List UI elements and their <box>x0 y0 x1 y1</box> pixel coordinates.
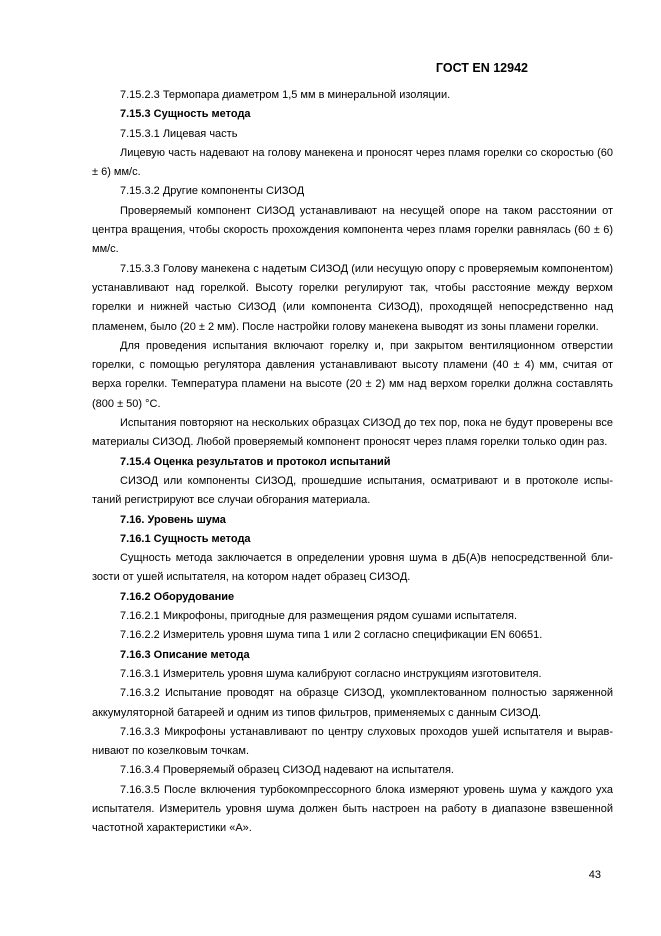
section-heading: 7.16. Уровень шума <box>120 513 226 526</box>
paragraph: 7.15.3.1 Лицевая часть <box>120 127 238 140</box>
paragraph: 7.15.3.3 Голову манекена с надетым СИЗОД (или несущую опору с проверяемым компонентом) устанавливают над горелкой. Высоту горелки регулируют так, чтобы расстояние между верхом горелки и нижней частью СИЗОД (или компонента СИЗОД), проходящей непосредственно над пламенем, было (20 ± 2 мм). После настройки голову манекена выводят из зоны пламени горелки. <box>92 262 613 333</box>
paragraph: Сущность метода заключается в определении уровня шума в дБ(А)в непосредственной близости от ушей испытателя, на котором надет образец СИЗОД. <box>92 552 613 584</box>
standard-header: ГОСТ EN 12942 <box>435 61 528 75</box>
section-heading: 7.16.1 Сущность метода <box>120 532 251 545</box>
page-number: 43 <box>588 869 601 881</box>
paragraph: Лицевую часть надевают на голову манекена и проносят через пламя горелки со скоростью (60 ± 6) мм/с. <box>92 146 613 179</box>
paragraph: Проверяемый компонент СИЗОД устанавливают на несущей опоре на таком расстоянии от центра вращения, чтобы скорость прохождения компонента через пламя горелки равнялась (60 ± 6) мм/с. <box>92 204 613 256</box>
section-heading: 7.16.2 Оборудование <box>120 590 235 603</box>
paragraph: 7.16.3.4 Проверяемый образец СИЗОД надевают на испытателя. <box>120 764 454 777</box>
paragraph: 7.15.3.2 Другие компоненты СИЗОД <box>120 185 305 198</box>
paragraph: СИЗОД или компоненты СИЗОД, прошедшие испытания, осматривают и в протоколе испытаний регистрируют все случаи обгорания материала. <box>92 474 613 507</box>
paragraph: 7.15.2.3 Термопара диаметром 1,5 мм в минеральной изоляции. <box>120 89 451 101</box>
paragraph: 7.16.3.3 Микрофоны устанавливают по центру слуховых проходов ушей испытателя и выравнивают по козелковым точкам. <box>92 725 613 758</box>
paragraph: 7.16.2.2 Измеритель уровня шума типа 1 или 2 согласно спецификации EN 60651. <box>120 629 543 642</box>
paragraph: Испытания повторяют на нескольких образцах СИЗОД до тех пор, пока не будут проверены все материалы СИЗОД. Любой проверяемый компонент проносят через пламя горелки только один раз. <box>92 417 613 449</box>
document-body <box>92 86 613 839</box>
paragraph: 7.16.2.1 Микрофоны, пригодные для размещения рядом сушами испытателя. <box>120 610 518 623</box>
paragraph: Для проведения испытания включают горелку и, при закрытом вентиляционном отверстии горелки, с помощью регулятора давления устанавливают высоту пламени (40 ± 4) мм, считая от верха горелки. Температура пламени на высоте (20 ± 2) мм над верхом горелки должна составлять (800 ± 50) °С. <box>92 339 613 410</box>
section-heading: 7.15.4 Оценка результатов и протокол испытаний <box>120 455 391 468</box>
paragraph: 7.16.3.5 После включения турбокомпрессорного блока измеряют уровень шума у каждого уха испытателя. Измеритель уровня шума должен быть настроен на работу в диапазоне взвешенной частотной характеристики «А». <box>92 783 613 835</box>
section-heading: 7.15.3 Сущность метода <box>120 108 251 121</box>
paragraph: 7.16.3.1 Измеритель уровня шума калибруют согласно инструкциям изготовителя. <box>120 667 542 680</box>
paragraph: 7.16.3.2 Испытание проводят на образце СИЗОД, укомплектованном полностью заряженной аккумуляторной батареей и одним из типов фильтров, применяемых с данным СИЗОД. <box>92 687 613 719</box>
section-heading: 7.16.3 Описание метода <box>120 648 250 661</box>
